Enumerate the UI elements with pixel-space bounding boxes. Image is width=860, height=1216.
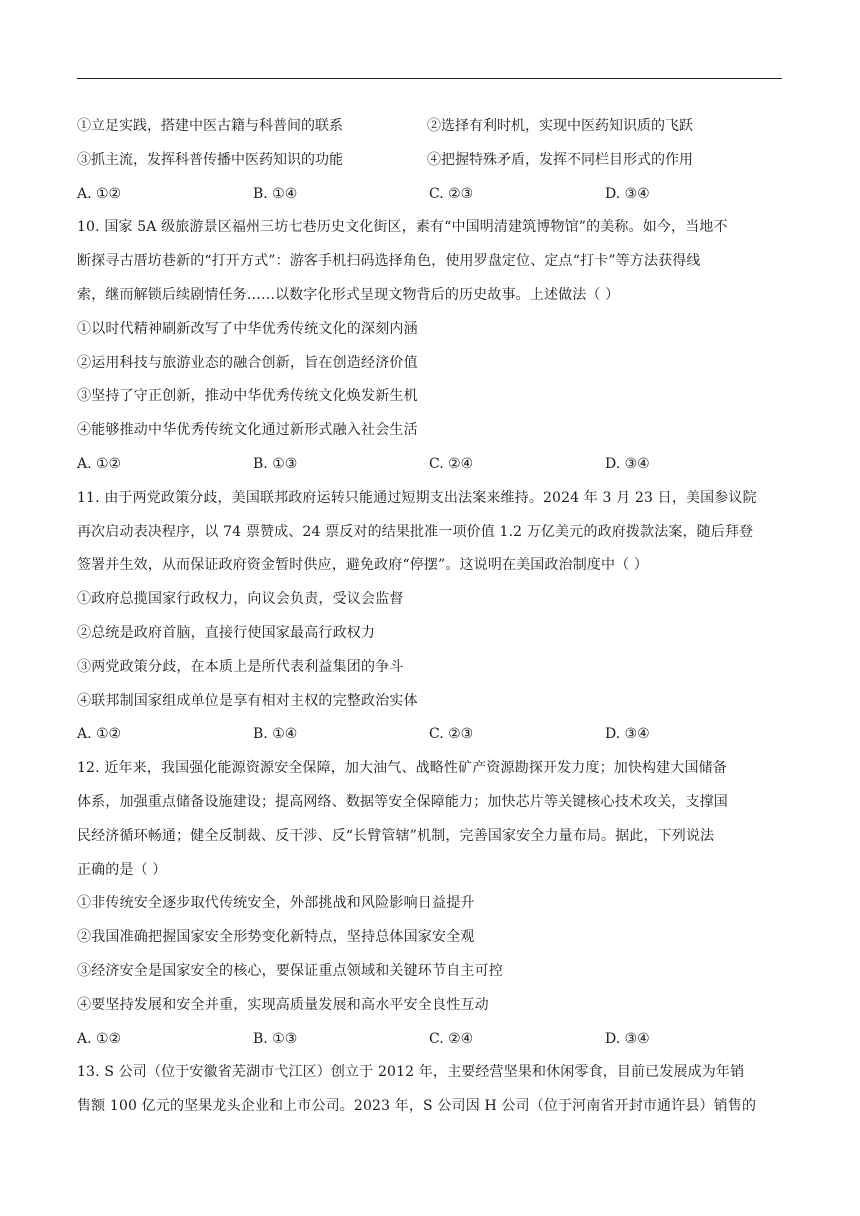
- q10-option-3: ③坚持了守正创新，推动中华优秀传统文化焕发新生机: [77, 388, 418, 405]
- q10-choice-c: C. ②④: [429, 455, 474, 472]
- q9-option-3: ③抓主流，发挥科普传播中医药知识的功能: [77, 151, 343, 168]
- q13-stem-line-1: 13. S 公司（位于安徽省芜湖市弋江区）创立于 2012 年，主要经营坚果和休闲零食，目前已发展成为年销: [77, 1064, 745, 1081]
- q11-option-4: ④联邦制国家组成单位是享有相对主权的完整政治实体: [77, 692, 418, 709]
- q11-stem-line-2: 再次启动表决程序，以 74 票赞成、24 票反对的结果批准一项价值 1.2 万亿美元的政府拨款法案，随后拜登: [77, 523, 754, 540]
- q13-stem-line-2: 售额 100 亿元的坚果龙头企业和上市公司。2023 年，S 公司因 H 公司（位于河南省开封市通许县）销售的: [77, 1098, 757, 1115]
- q10-choices: [77, 448, 787, 482]
- q9-choice-a: A. ①②: [77, 185, 122, 202]
- q12-option-2: ②我国准确把握国家安全形势变化新特点，坚持总体国家安全观: [77, 929, 475, 946]
- q12-option-1: ①非传统安全逐步取代传统安全，外部挑战和风险影响日益提升: [77, 895, 475, 912]
- q11-choices: [77, 718, 787, 752]
- q9-choices: [77, 178, 787, 212]
- q10-choice-d: D. ③④: [605, 455, 650, 472]
- q9-option-4: ④把握特殊矛盾，发挥不同栏目形式的作用: [427, 151, 693, 168]
- q9-choice-b: B. ①④: [253, 185, 298, 202]
- q12-choice-a: A. ①②: [77, 1030, 122, 1047]
- q10-stem-line-3: 索，继而解锁后续剧情任务……以数字化形式呈现文物背后的历史故事。上述做法（ ）: [77, 286, 620, 303]
- q9-option-1: ①立足实践，搭建中医古籍与科普间的联系: [77, 118, 343, 134]
- q10-choice-a: A. ①②: [77, 455, 122, 472]
- q10-option-2: ②运用科技与旅游业态的融合创新，旨在创造经济价值: [77, 354, 418, 371]
- q11-choice-d: D. ③④: [605, 726, 650, 743]
- q12-option-3: ③经济安全是国家安全的核心，要保证重点领域和关键环节自主可控: [77, 962, 503, 979]
- q9-option-2: ②选择有利时机，实现中医药知识质的飞跃: [427, 118, 693, 134]
- q11-choice-c: C. ②③: [429, 726, 474, 743]
- q9-choice-d: D. ③④: [605, 185, 650, 202]
- q12-stem-line-4: 正确的是（ ）: [77, 861, 167, 878]
- q12-option-4: ④要坚持发展和安全并重，实现高质量发展和高水平安全良性互动: [77, 996, 489, 1013]
- q11-stem-line-3: 签署并生效，从而保证政府资金暂时供应，避免政府“停摆”。这说明在美国政治制度中（ ）: [77, 557, 649, 574]
- q12-stem-line-1: 12. 近年来，我国强化能源资源安全保障，加大油气、战略性矿产资源勘探开发力度；加快构建大国储备: [77, 760, 727, 777]
- q12-stem-line-3: 民经济循环畅通；健全反制裁、反干涉、反“长臂管辖”机制，完善国家安全力量布局。据此，下列说法: [77, 827, 715, 844]
- q11-option-1: ①政府总揽国家行政权力，向议会负责，受议会监督: [77, 591, 404, 608]
- exam-page-content: [77, 110, 787, 1124]
- q9-options-row-1: [77, 110, 787, 144]
- q10-choice-b: B. ①③: [253, 455, 298, 472]
- q10-option-1: ①以时代精神刷新改写了中华优秀传统文化的深刻内涵: [77, 320, 418, 337]
- q10-option-4: ④能够推动中华优秀传统文化通过新形式融入社会生活: [77, 422, 418, 439]
- q11-stem-line-1: 11. 由于两党政策分歧，美国联邦政府运转只能通过短期支出法案来维持。2024 年 3 月 23 日，美国参议院: [77, 489, 757, 506]
- header-rule: [77, 78, 782, 79]
- q11-option-2: ②总统是政府首脑，直接行使国家最高行政权力: [77, 624, 376, 641]
- q12-choices: [77, 1023, 787, 1057]
- q10-stem-line-1: 10. 国家 5A 级旅游景区福州三坊七巷历史文化街区，素有“中国明清建筑博物馆”的美称。如今，当地不: [77, 219, 728, 236]
- q11-choice-a: A. ①②: [77, 726, 122, 743]
- q10-stem-line-2: 断探寻古厝坊巷新的“打开方式”：游客手机扫码选择角色，使用罗盘定位、定点“打卡”等方法获得线: [77, 253, 701, 270]
- q9-choice-c: C. ②③: [429, 185, 474, 202]
- q12-choice-d: D. ③④: [605, 1030, 650, 1047]
- q11-choice-b: B. ①④: [253, 726, 298, 743]
- q9-options-row-2: [77, 144, 787, 178]
- q12-stem-line-2: 体系，加强重点储备设施建设；提高网络、数据等安全保障能力；加快芯片等关键核心技术攻关，支撑国: [77, 793, 728, 810]
- q12-choice-b: B. ①③: [253, 1030, 298, 1047]
- q11-option-3: ③两党政策分歧，在本质上是所代表利益集团的争斗: [77, 658, 404, 675]
- q12-choice-c: C. ②④: [429, 1030, 474, 1047]
